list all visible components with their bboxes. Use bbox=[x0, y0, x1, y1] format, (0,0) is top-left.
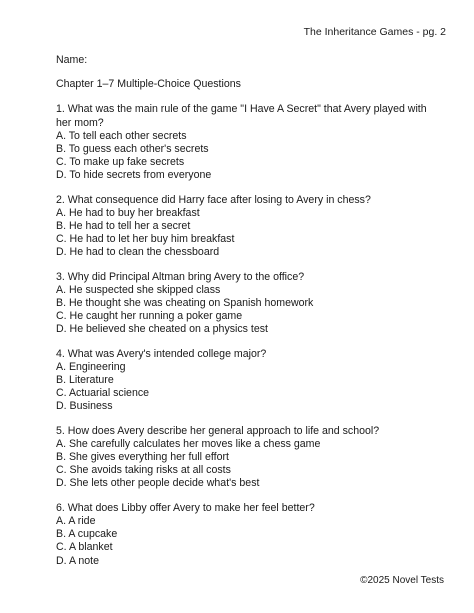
answer-option: B. She gives everything her full effort bbox=[56, 451, 229, 464]
copyright-footer: ©2025 Novel Tests bbox=[360, 575, 444, 586]
question-prompt: 6. What does Libby offer Avery to make her feel better? bbox=[56, 501, 315, 514]
answer-option: D. To hide secrets from everyone bbox=[56, 169, 212, 182]
question-prompt: 3. Why did Principal Altman bring Avery to the office? bbox=[56, 270, 305, 283]
name-label: Name: bbox=[56, 54, 88, 66]
answer-option: A. He had to buy her breakfast bbox=[56, 206, 200, 219]
answer-option: D. She lets other people decide what's best bbox=[56, 477, 260, 490]
answer-option: B. To guess each other's secrets bbox=[56, 143, 209, 156]
question-2 bbox=[56, 194, 436, 260]
answer-option: B. A cupcake bbox=[56, 528, 118, 541]
section-title: Chapter 1–7 Multiple-Choice Questions bbox=[56, 78, 241, 91]
answer-option: C. He had to let her buy him breakfast bbox=[56, 233, 235, 246]
answer-option: C. She avoids taking risks at all costs bbox=[56, 464, 231, 477]
answer-option: C. Actuarial science bbox=[56, 387, 150, 400]
question-prompt: 5. How does Avery describe her general approach to life and school? bbox=[56, 424, 380, 437]
question-4 bbox=[56, 348, 436, 414]
question-1 bbox=[56, 103, 436, 182]
answer-option: A. He suspected she skipped class bbox=[56, 283, 221, 296]
answer-option: C. To make up fake secrets bbox=[56, 156, 185, 169]
question-3 bbox=[56, 271, 436, 337]
answer-option: B. He thought she was cheating on Spanish homework bbox=[56, 297, 314, 310]
worksheet-content bbox=[56, 54, 436, 579]
answer-option: A. Engineering bbox=[56, 360, 126, 373]
answer-option: A. A ride bbox=[56, 514, 96, 527]
answer-option: D. He had to clean the chessboard bbox=[56, 246, 220, 259]
question-prompt: 1. What was the main rule of the game "I Have A Secret" that Avery played with her mom? bbox=[56, 103, 427, 129]
answer-option: C. A blanket bbox=[56, 541, 113, 554]
answer-option: D. Business bbox=[56, 400, 113, 413]
answer-option: B. Literature bbox=[56, 374, 114, 387]
answer-option: B. He had to tell her a secret bbox=[56, 220, 191, 233]
answer-option: D. A note bbox=[56, 554, 99, 567]
answer-option: A. To tell each other secrets bbox=[56, 129, 187, 142]
question-6 bbox=[56, 502, 436, 568]
answer-option: A. She carefully calculates her moves like a chess game bbox=[56, 437, 321, 450]
answer-option: D. He believed she cheated on a physics test bbox=[56, 323, 268, 336]
question-5 bbox=[56, 425, 436, 491]
question-prompt: 2. What consequence did Harry face after losing to Avery in chess? bbox=[56, 193, 371, 206]
question-prompt: 4. What was Avery's intended college major? bbox=[56, 347, 267, 360]
page-header: The Inheritance Games - pg. 2 bbox=[303, 26, 446, 38]
answer-option: C. He caught her running a poker game bbox=[56, 310, 243, 323]
